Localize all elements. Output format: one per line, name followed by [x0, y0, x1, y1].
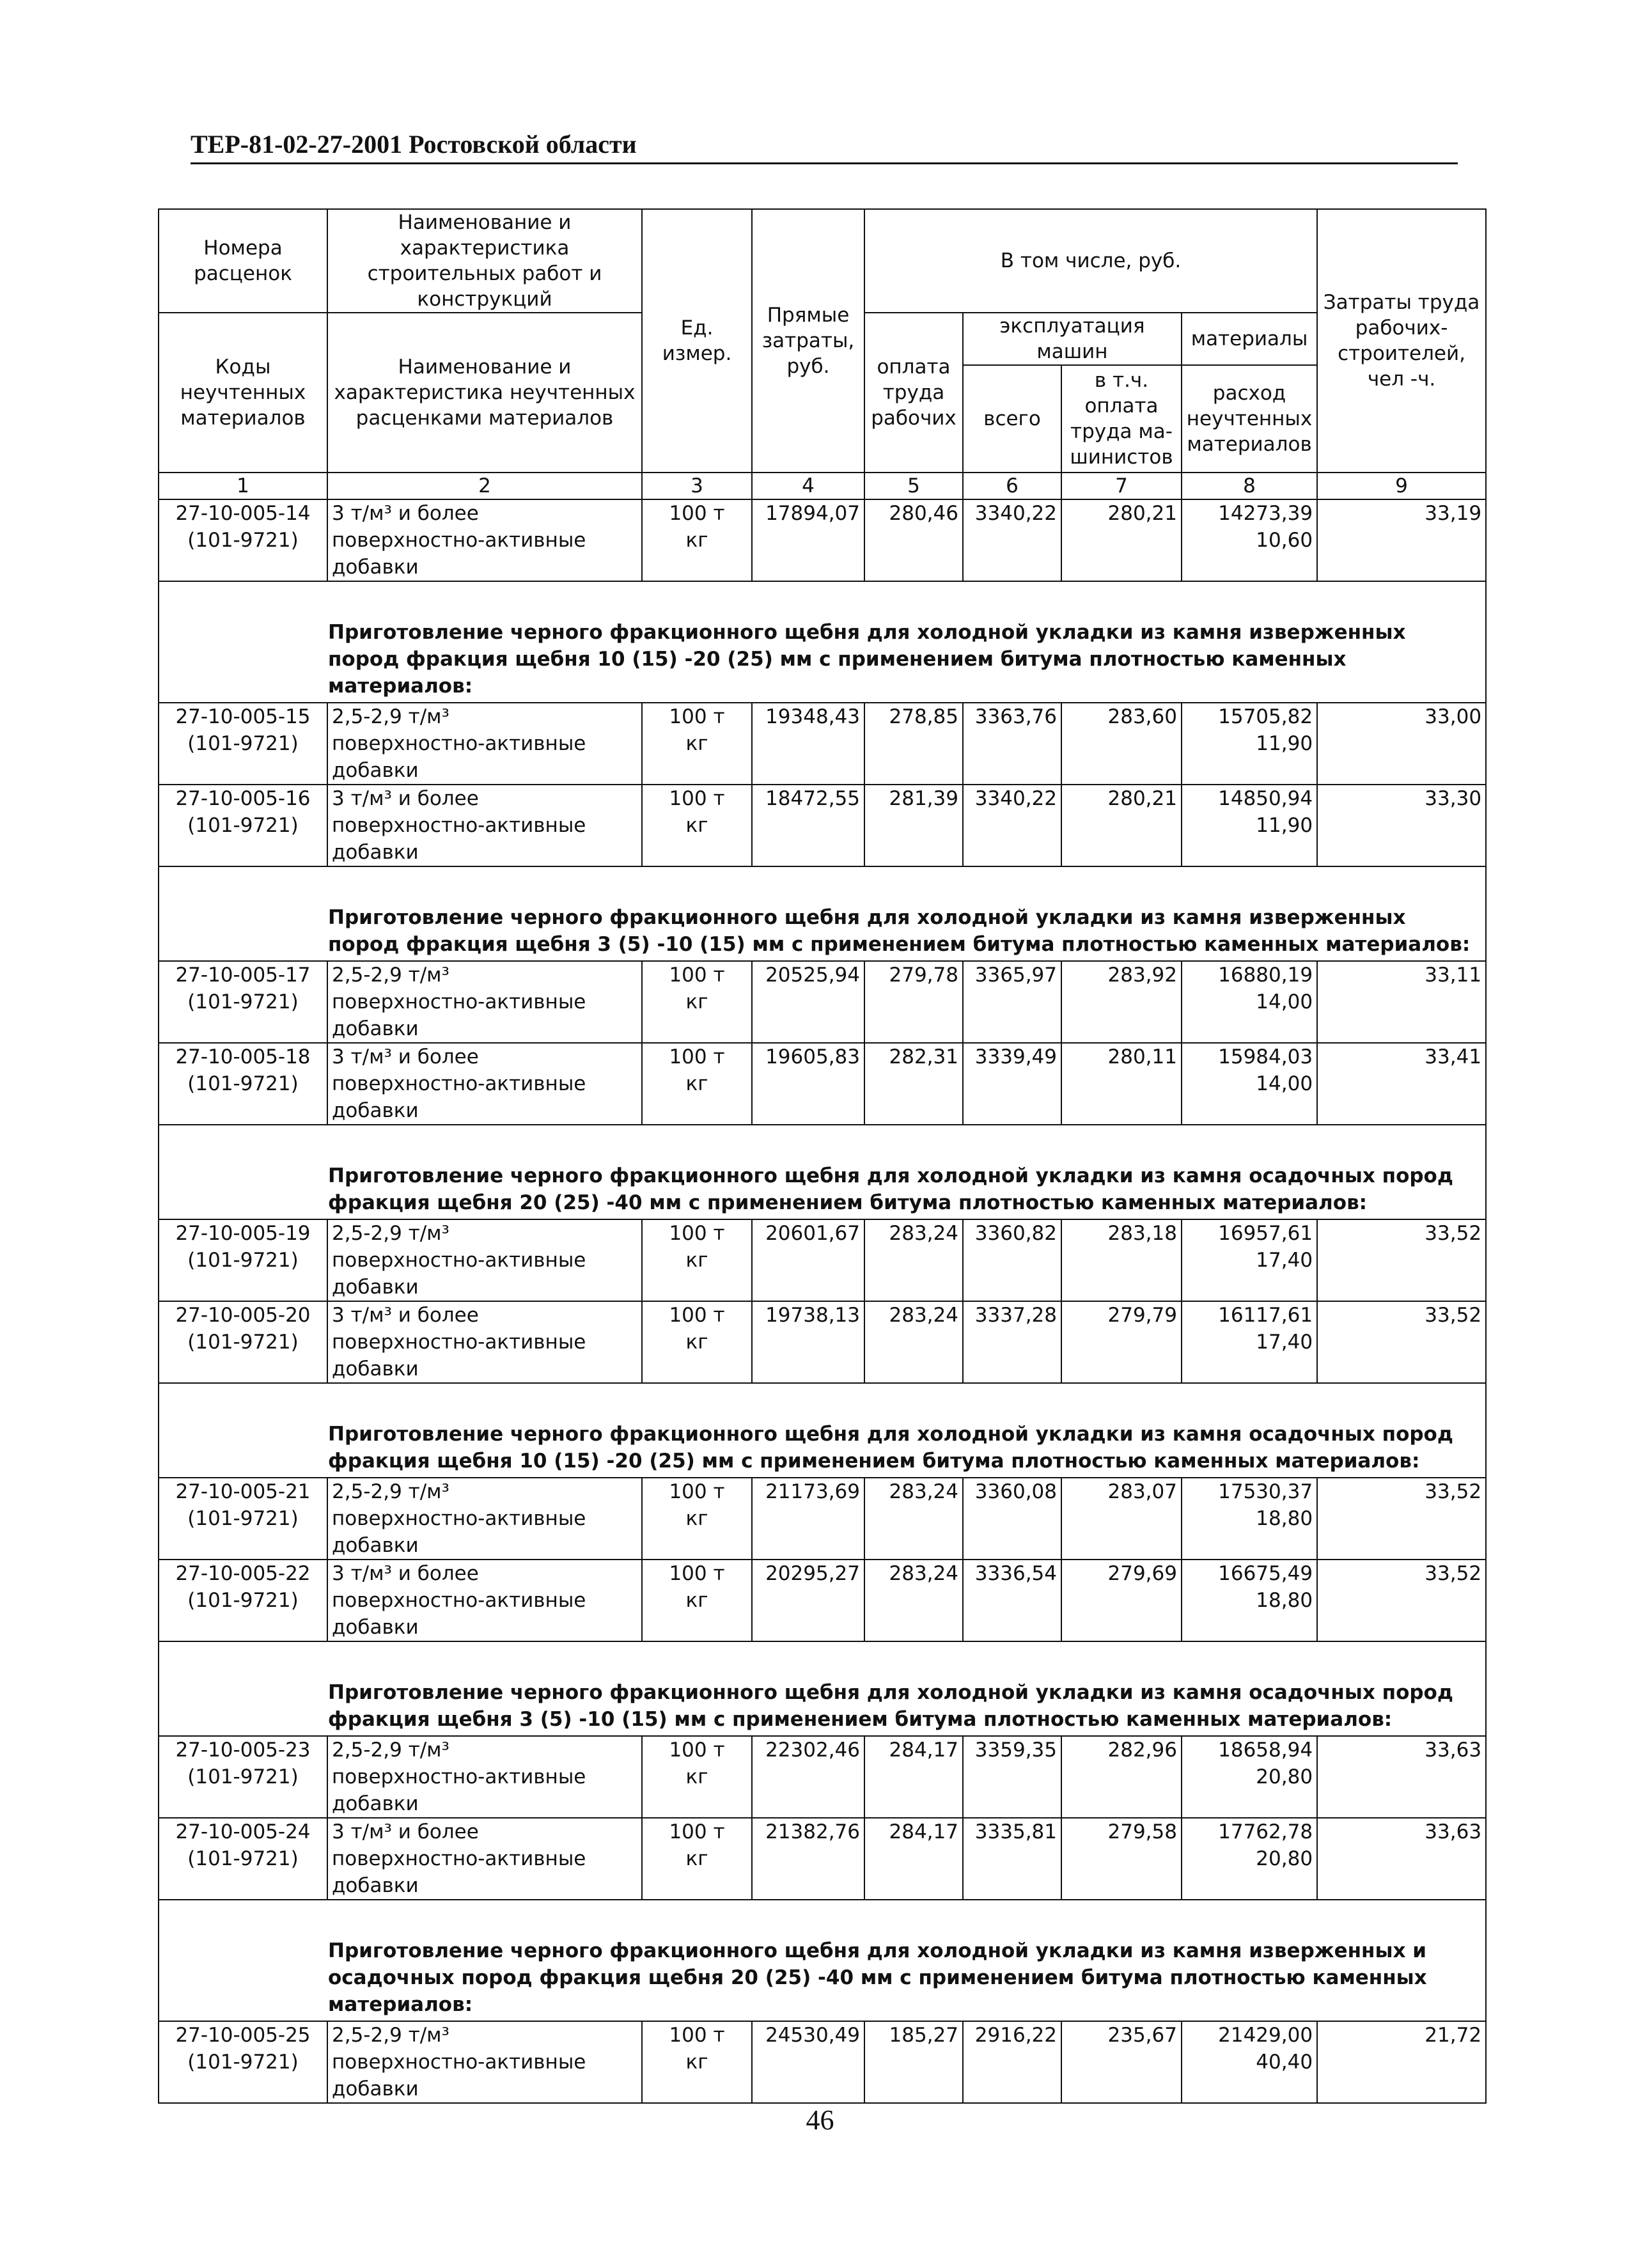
materials-cost-value: 16880,19 [1218, 964, 1313, 987]
rate-unit [642, 785, 752, 866]
operators-pay: 283,07 [1061, 1478, 1182, 1560]
table-header [159, 209, 1486, 499]
section-title: Приготовление черного фракционного щебня для холодной укладки из камня изверженных пород фракция щебня 3 (5) -10 (15) мм с применением битума плотностью каменных материалов: [159, 866, 1486, 961]
rate-unit [642, 1043, 752, 1125]
materials-cost [1182, 499, 1317, 581]
rate-unit-material-value: кг [685, 1507, 708, 1530]
rate-unit-value: 100 т [669, 1480, 725, 1503]
rate-unit-value: 100 т [669, 787, 725, 810]
table-row [159, 785, 1486, 866]
rate-code [159, 703, 327, 785]
machines-total: 3339,49 [963, 1043, 1061, 1125]
rate-unit [642, 1478, 752, 1560]
materials-cost-value: 16675,49 [1218, 1562, 1313, 1585]
rate-name-material-value: поверхностно-активные добавки [332, 1765, 586, 1815]
rate-code [159, 1560, 327, 1641]
rate-unit-material-value: кг [685, 2051, 708, 2074]
labor-hours: 33,52 [1317, 1560, 1486, 1641]
labor-pay: 282,31 [864, 1043, 963, 1125]
column-number: 6 [963, 473, 1061, 499]
operators-pay: 280,21 [1061, 785, 1182, 866]
labor-pay: 280,46 [864, 499, 963, 581]
operators-pay: 279,58 [1061, 1818, 1182, 1900]
materials-cost [1182, 1818, 1317, 1900]
labor-pay: 283,24 [864, 1301, 963, 1383]
labor-pay: 284,17 [864, 1818, 963, 1900]
materials-cost [1182, 1560, 1317, 1641]
direct-costs: 20295,27 [752, 1560, 864, 1641]
materials-cost [1182, 703, 1317, 785]
machines-total: 2916,22 [963, 2021, 1061, 2103]
section-title: Приготовление черного фракционного щебня для холодной укладки из камня осадочных пород фракция щебня 3 (5) -10 (15) мм с применением битума плотностью каменных материалов: [159, 1641, 1486, 1736]
section-header-row [159, 1125, 1486, 1219]
rate-unit-value: 100 т [669, 705, 725, 728]
rate-code-material-value: (101-9721) [187, 2051, 299, 2074]
rate-code-material-value: (101-9721) [187, 1765, 299, 1788]
labor-pay: 284,17 [864, 1736, 963, 1818]
rate-unit-material-value: кг [685, 1589, 708, 1612]
materials-cost-value: 15984,03 [1218, 1045, 1313, 1068]
rate-unit-material-value: кг [685, 814, 708, 837]
rate-name [327, 1560, 642, 1641]
machines-total: 3340,22 [963, 499, 1061, 581]
direct-costs: 21382,76 [752, 1818, 864, 1900]
rate-unit [642, 961, 752, 1043]
rate-code-value: 27-10-005-17 [175, 964, 311, 987]
materials-cost-material-value: 18,80 [1256, 1507, 1313, 1530]
rate-unit-material-value: кг [685, 732, 708, 755]
rate-name-material-value: поверхностно-активные добавки [332, 732, 586, 782]
header-exploitation: эксплуатация машин [963, 313, 1182, 365]
direct-costs: 18472,55 [752, 785, 864, 866]
header-labor: оплата труда рабочих [864, 313, 963, 473]
operators-pay: 279,69 [1061, 1560, 1182, 1641]
rate-name-material-value: поверхностно-активные добавки [332, 1072, 586, 1122]
rate-unit-material-value: кг [685, 1847, 708, 1870]
operators-pay: 280,11 [1061, 1043, 1182, 1125]
rate-unit-value: 100 т [669, 1045, 725, 1068]
operators-pay: 279,79 [1061, 1301, 1182, 1383]
header-materials-use: расход неучтенных материалов [1182, 365, 1317, 473]
rate-code-value: 27-10-005-20 [175, 1304, 311, 1327]
labor-pay: 278,85 [864, 703, 963, 785]
operators-pay: 280,21 [1061, 499, 1182, 581]
direct-costs: 19348,43 [752, 703, 864, 785]
machines-total: 3360,82 [963, 1219, 1061, 1301]
labor-hours: 33,19 [1317, 499, 1486, 581]
rate-code-material-value: (101-9721) [187, 1249, 299, 1272]
labor-hours: 33,52 [1317, 1219, 1486, 1301]
column-number: 4 [752, 473, 864, 499]
rate-name [327, 2021, 642, 2103]
rate-name [327, 1818, 642, 1900]
rate-code [159, 961, 327, 1043]
rate-name-material-value: поверхностно-активные добавки [332, 1589, 586, 1639]
rate-name-material-value: поверхностно-активные добавки [332, 2051, 586, 2100]
table-row [159, 1478, 1486, 1560]
rate-name [327, 1301, 642, 1383]
materials-cost [1182, 1301, 1317, 1383]
materials-cost [1182, 2021, 1317, 2103]
rate-name-material-value: поверхностно-активные добавки [332, 990, 586, 1040]
direct-costs: 17894,07 [752, 499, 864, 581]
column-number: 7 [1061, 473, 1182, 499]
rate-name-material-value: поверхностно-активные добавки [332, 529, 586, 579]
rate-code [159, 499, 327, 581]
operators-pay: 283,18 [1061, 1219, 1182, 1301]
header-direct-costs: Прямые затраты, руб. [752, 209, 864, 473]
section-title: Приготовление черного фракционного щебня для холодной укладки из камня осадочных пород фракция щебня 10 (15) -20 (25) мм с применением битума плотностью каменных материалов: [159, 1383, 1486, 1478]
machines-total: 3363,76 [963, 703, 1061, 785]
rate-unit [642, 703, 752, 785]
rate-unit-material-value: кг [685, 529, 708, 552]
materials-cost [1182, 1736, 1317, 1818]
materials-cost-material-value: 10,60 [1256, 529, 1313, 552]
rate-code-material-value: (101-9721) [187, 732, 299, 755]
machines-total: 3359,35 [963, 1736, 1061, 1818]
labor-hours: 33,11 [1317, 961, 1486, 1043]
rate-code [159, 1818, 327, 1900]
labor-hours: 33,63 [1317, 1818, 1486, 1900]
column-number: 5 [864, 473, 963, 499]
rate-unit [642, 499, 752, 581]
rate-name-value: 2,5-2,9 т/м³ [332, 1739, 449, 1762]
rate-code [159, 1219, 327, 1301]
rate-unit-value: 100 т [669, 502, 725, 525]
rate-name-value: 3 т/м³ и более [332, 1045, 479, 1068]
direct-costs: 20525,94 [752, 961, 864, 1043]
materials-cost-material-value: 17,40 [1256, 1331, 1313, 1354]
rate-unit [642, 1301, 752, 1383]
rate-name-value: 2,5-2,9 т/м³ [332, 705, 449, 728]
rate-unit-value: 100 т [669, 2024, 725, 2047]
header-col2-bottom: Наименование и характеристика неучтенных расценками материалов [327, 313, 642, 473]
labor-pay: 283,24 [864, 1219, 963, 1301]
rate-code-value: 27-10-005-16 [175, 787, 311, 810]
rate-name [327, 961, 642, 1043]
labor-hours: 33,41 [1317, 1043, 1486, 1125]
rate-code [159, 1043, 327, 1125]
labor-hours: 33,52 [1317, 1301, 1486, 1383]
rate-code-value: 27-10-005-23 [175, 1739, 311, 1762]
direct-costs: 22302,46 [752, 1736, 864, 1818]
materials-cost-material-value: 14,00 [1256, 990, 1313, 1013]
rate-unit-material-value: кг [685, 1072, 708, 1095]
rate-code [159, 1301, 327, 1383]
rate-code-material-value: (101-9721) [187, 1072, 299, 1095]
rate-name [327, 785, 642, 866]
rate-name-material-value: поверхностно-активные добавки [332, 814, 586, 864]
rate-name-value: 2,5-2,9 т/м³ [332, 2024, 449, 2047]
rate-name-value: 3 т/м³ и более [332, 1820, 479, 1843]
rate-code-material-value: (101-9721) [187, 990, 299, 1013]
rate-unit [642, 1736, 752, 1818]
table-row [159, 1736, 1486, 1818]
rate-unit-material-value: кг [685, 1331, 708, 1354]
rate-unit-value: 100 т [669, 964, 725, 987]
column-numbers-row [159, 473, 1486, 499]
labor-pay: 185,27 [864, 2021, 963, 2103]
materials-cost-material-value: 40,40 [1256, 2051, 1313, 2074]
rate-unit-value: 100 т [669, 1739, 725, 1762]
rate-name-material-value: поверхностно-активные добавки [332, 1249, 586, 1299]
machines-total: 3340,22 [963, 785, 1061, 866]
rate-name [327, 1736, 642, 1818]
labor-hours: 33,63 [1317, 1736, 1486, 1818]
rate-name-material-value: поверхностно-активные добавки [332, 1847, 586, 1897]
table-row [159, 2021, 1486, 2103]
rate-name-value: 3 т/м³ и более [332, 1562, 479, 1585]
labor-pay: 283,24 [864, 1560, 963, 1641]
rate-code-value: 27-10-005-15 [175, 705, 311, 728]
labor-pay: 283,24 [864, 1478, 963, 1560]
materials-cost-value: 18658,94 [1218, 1739, 1313, 1762]
labor-hours: 33,00 [1317, 703, 1486, 785]
rate-unit [642, 1219, 752, 1301]
machines-total: 3360,08 [963, 1478, 1061, 1560]
rate-code-material-value: (101-9721) [187, 814, 299, 837]
rate-name-value: 3 т/м³ и более [332, 787, 479, 810]
section-header-row [159, 866, 1486, 961]
rate-name-material-value: поверхностно-активные добавки [332, 1507, 586, 1557]
header-labor-hours: Затраты труда рабочих-строителей, чел -ч. [1317, 209, 1486, 473]
header-group: В том числе, руб. [864, 209, 1317, 313]
header-col2-top: Наименование и характеристика строительных работ и конструкций [327, 209, 642, 313]
rate-name-value: 2,5-2,9 т/м³ [332, 1480, 449, 1503]
column-number: 1 [159, 473, 327, 499]
operators-pay: 282,96 [1061, 1736, 1182, 1818]
rates-table [158, 208, 1487, 2104]
rate-name [327, 1478, 642, 1560]
materials-cost-material-value: 11,90 [1256, 814, 1313, 837]
operators-pay: 283,92 [1061, 961, 1182, 1043]
rate-unit [642, 1818, 752, 1900]
rate-name-material-value: поверхностно-активные добавки [332, 1331, 586, 1380]
materials-cost-value: 16957,61 [1218, 1222, 1313, 1245]
rate-name-value: 3 т/м³ и более [332, 502, 479, 525]
rate-code-value: 27-10-005-25 [175, 2024, 311, 2047]
section-header-row [159, 1641, 1486, 1736]
rate-unit-value: 100 т [669, 1222, 725, 1245]
rate-name [327, 1219, 642, 1301]
materials-cost [1182, 961, 1317, 1043]
direct-costs: 21173,69 [752, 1478, 864, 1560]
column-number: 8 [1182, 473, 1317, 499]
materials-cost [1182, 785, 1317, 866]
rate-unit [642, 2021, 752, 2103]
materials-cost-material-value: 20,80 [1256, 1765, 1313, 1788]
table-row [159, 1560, 1486, 1641]
rate-code-value: 27-10-005-21 [175, 1480, 311, 1503]
header-unit: Ед. измер. [642, 209, 752, 473]
materials-cost-value: 21429,00 [1218, 2024, 1313, 2047]
rate-unit-value: 100 т [669, 1304, 725, 1327]
rate-code-material-value: (101-9721) [187, 1331, 299, 1354]
section-header-row [159, 1383, 1486, 1478]
materials-cost-material-value: 20,80 [1256, 1847, 1313, 1870]
rate-unit-material-value: кг [685, 1249, 708, 1272]
labor-pay: 279,78 [864, 961, 963, 1043]
materials-cost-value: 16117,61 [1218, 1304, 1313, 1327]
rate-unit-material-value: кг [685, 990, 708, 1013]
machines-total: 3335,81 [963, 1818, 1061, 1900]
header-materials: материалы [1182, 313, 1317, 365]
rate-name [327, 499, 642, 581]
rate-code-material-value: (101-9721) [187, 529, 299, 552]
materials-cost-material-value: 14,00 [1256, 1072, 1313, 1095]
machines-total: 3337,28 [963, 1301, 1061, 1383]
rate-unit-value: 100 т [669, 1820, 725, 1843]
operators-pay: 235,67 [1061, 2021, 1182, 2103]
section-title: Приготовление черного фракционного щебня для холодной укладки из камня изверженных и осадочных пород фракция щебня 20 (25) -40 мм с применением битума плотностью каменных материалов: [159, 1900, 1486, 2021]
section-header-row [159, 1900, 1486, 2021]
materials-cost-value: 15705,82 [1218, 705, 1313, 728]
materials-cost-material-value: 17,40 [1256, 1249, 1313, 1272]
rate-name [327, 1043, 642, 1125]
rate-code-value: 27-10-005-18 [175, 1045, 311, 1068]
labor-hours: 33,30 [1317, 785, 1486, 866]
table-row [159, 1043, 1486, 1125]
page-header: ТЕР-81-02-27-2001 Ростовской области [191, 128, 1458, 164]
materials-cost-value: 17530,37 [1218, 1480, 1313, 1503]
header-machines-total: всего [963, 365, 1061, 473]
table-body [159, 499, 1486, 2103]
section-header-row [159, 581, 1486, 703]
rate-code-value: 27-10-005-14 [175, 502, 311, 525]
rate-name [327, 703, 642, 785]
direct-costs: 20601,67 [752, 1219, 864, 1301]
rate-unit [642, 1560, 752, 1641]
machines-total: 3336,54 [963, 1560, 1061, 1641]
table-row [159, 961, 1486, 1043]
materials-cost [1182, 1043, 1317, 1125]
header-col1-bottom: Коды неучтенных материалов [159, 313, 327, 473]
header-col1-top: Номера расценок [159, 209, 327, 313]
labor-hours: 21,72 [1317, 2021, 1486, 2103]
machines-total: 3365,97 [963, 961, 1061, 1043]
labor-pay: 281,39 [864, 785, 963, 866]
rate-name-value: 2,5-2,9 т/м³ [332, 1222, 449, 1245]
rate-code-value: 27-10-005-22 [175, 1562, 311, 1585]
section-title: Приготовление черного фракционного щебня для холодной укладки из камня изверженных пород фракция щебня 10 (15) -20 (25) мм с применением битума плотностью каменных материалов: [159, 581, 1486, 703]
section-title: Приготовление черного фракционного щебня для холодной укладки из камня осадочных пород фракция щебня 20 (25) -40 мм с применением битума плотностью каменных материалов: [159, 1125, 1486, 1219]
materials-cost-value: 14273,39 [1218, 502, 1313, 525]
rate-unit-value: 100 т [669, 1562, 725, 1585]
materials-cost [1182, 1478, 1317, 1560]
rate-code-material-value: (101-9721) [187, 1589, 299, 1612]
direct-costs: 19738,13 [752, 1301, 864, 1383]
materials-cost-value: 17762,78 [1218, 1820, 1313, 1843]
rate-code-material-value: (101-9721) [187, 1507, 299, 1530]
column-number: 9 [1317, 473, 1486, 499]
table-row [159, 499, 1486, 581]
table-row [159, 1219, 1486, 1301]
labor-hours: 33,52 [1317, 1478, 1486, 1560]
rate-name-value: 3 т/м³ и более [332, 1304, 479, 1327]
rate-code [159, 2021, 327, 2103]
table-row [159, 1301, 1486, 1383]
rate-code [159, 785, 327, 866]
operators-pay: 283,60 [1061, 703, 1182, 785]
materials-cost-material-value: 11,90 [1256, 732, 1313, 755]
rate-name-value: 2,5-2,9 т/м³ [332, 964, 449, 987]
column-number: 3 [642, 473, 752, 499]
rate-code [159, 1736, 327, 1818]
page-number: 46 [806, 2104, 834, 2136]
direct-costs: 24530,49 [752, 2021, 864, 2103]
rate-code-value: 27-10-005-24 [175, 1820, 311, 1843]
rate-code-material-value: (101-9721) [187, 1847, 299, 1870]
column-number: 2 [327, 473, 642, 499]
materials-cost-value: 14850,94 [1218, 787, 1313, 810]
rate-unit-material-value: кг [685, 1765, 708, 1788]
rate-code-value: 27-10-005-19 [175, 1222, 311, 1245]
header-operators-pay: в т.ч. оплата труда ма-шинистов [1061, 365, 1182, 473]
rate-code [159, 1478, 327, 1560]
materials-cost-material-value: 18,80 [1256, 1589, 1313, 1612]
direct-costs: 19605,83 [752, 1043, 864, 1125]
materials-cost [1182, 1219, 1317, 1301]
table-row [159, 703, 1486, 785]
table-row [159, 1818, 1486, 1900]
